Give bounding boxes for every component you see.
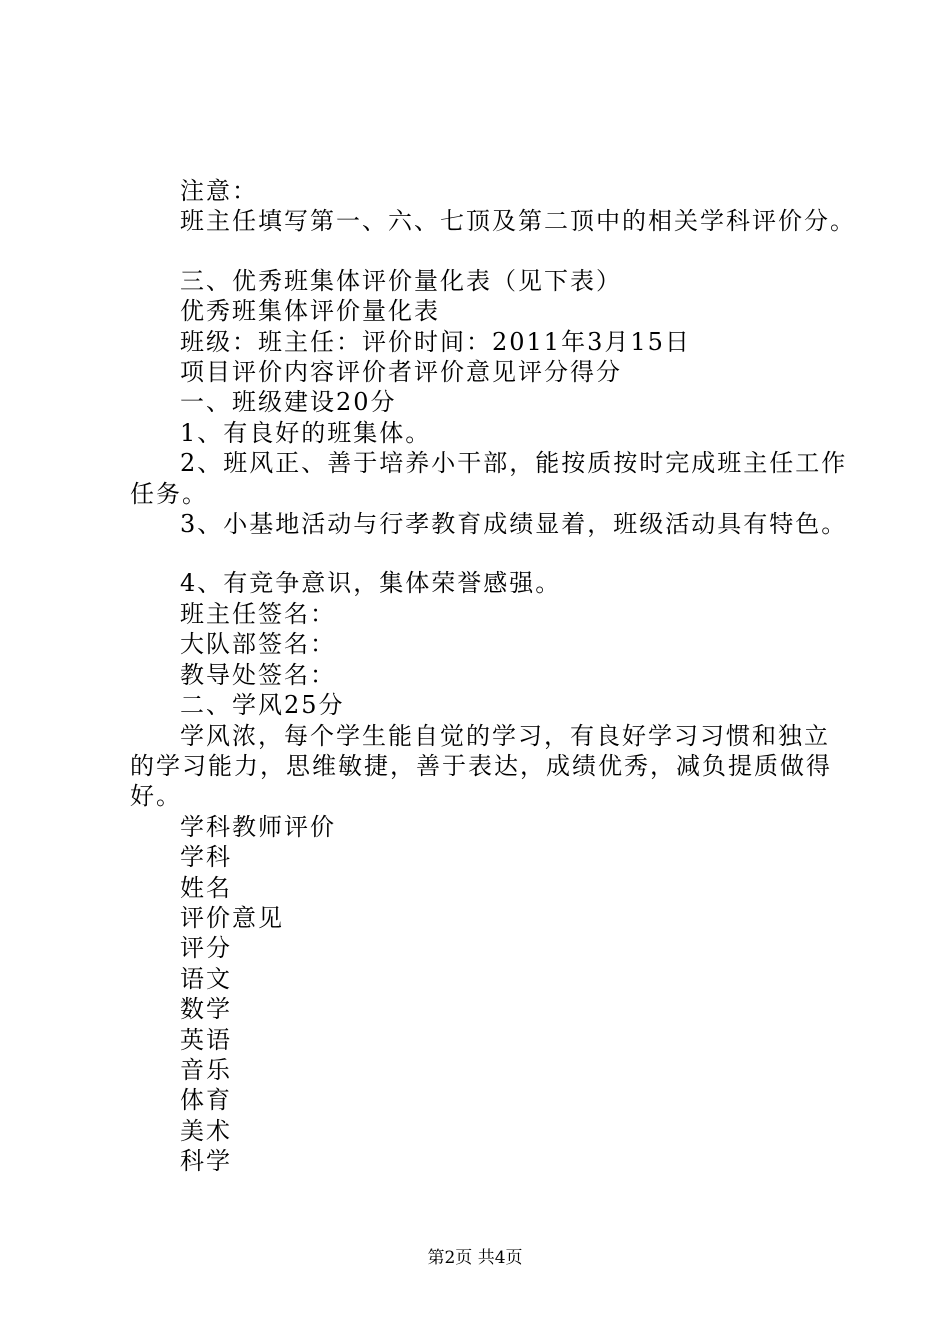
col-opinion: 评价意见 [180, 903, 284, 932]
subject-eval-title: 学科教师评价 [180, 812, 336, 841]
subject-item: 音乐 [180, 1055, 232, 1084]
document-body [130, 176, 856, 1177]
table-title: 优秀班集体评价量化表 [180, 297, 440, 326]
item1-criterion-4: 4、有竞争意识，集体荣誉感强。 [180, 569, 562, 598]
subject-item: 美术 [180, 1116, 232, 1145]
class-info: 班级：班主任：评价时间：2011年3月15日 [180, 327, 691, 356]
item2-title: 二、学风25分 [180, 691, 345, 720]
item1-title: 一、班级建设20分 [180, 388, 397, 417]
subject-item: 英语 [180, 1025, 232, 1054]
subject-item: 体育 [180, 1086, 232, 1115]
sign-office: 教导处签名： [180, 660, 336, 689]
item1-criterion-2: 2、班风正、善于培养小干部，能按质按时完成班主任工作任务。 [130, 449, 848, 508]
col-score: 评分 [180, 934, 232, 963]
item1-criterion-1: 1、有良好的班集体。 [180, 418, 432, 447]
note-label: 注意： [180, 177, 258, 205]
subject-item: 数学 [180, 995, 232, 1024]
subject-item: 科学 [180, 1147, 232, 1176]
sign-brigade: 大队部签名： [180, 630, 336, 659]
section3-title: 三、优秀班集体评价量化表（见下表） [180, 266, 622, 295]
col-subject: 学科 [180, 843, 232, 872]
item1-criterion-3: 3、小基地活动与行孝教育成绩显着，班级活动具有特色。 [180, 510, 848, 539]
spacer [130, 539, 850, 568]
item2-text: 学风浓，每个学生能自觉的学习，有良好学习习惯和独立的学习能力，思维敏捷，善于表达，成绩优秀，减负提质做得好。 [130, 721, 832, 811]
spacer [130, 237, 850, 266]
page-footer: 第2页 共4页 [427, 1248, 523, 1268]
note-text: 班主任填写第一、六、七顶及第二顶中的相关学科评价分。 [180, 207, 856, 236]
table-header: 项目评价内容评价者评价意见评分得分 [180, 358, 622, 387]
subject-item: 语文 [180, 964, 232, 993]
sign-teacher: 班主任签名： [180, 599, 336, 628]
col-name: 姓名 [180, 873, 232, 902]
